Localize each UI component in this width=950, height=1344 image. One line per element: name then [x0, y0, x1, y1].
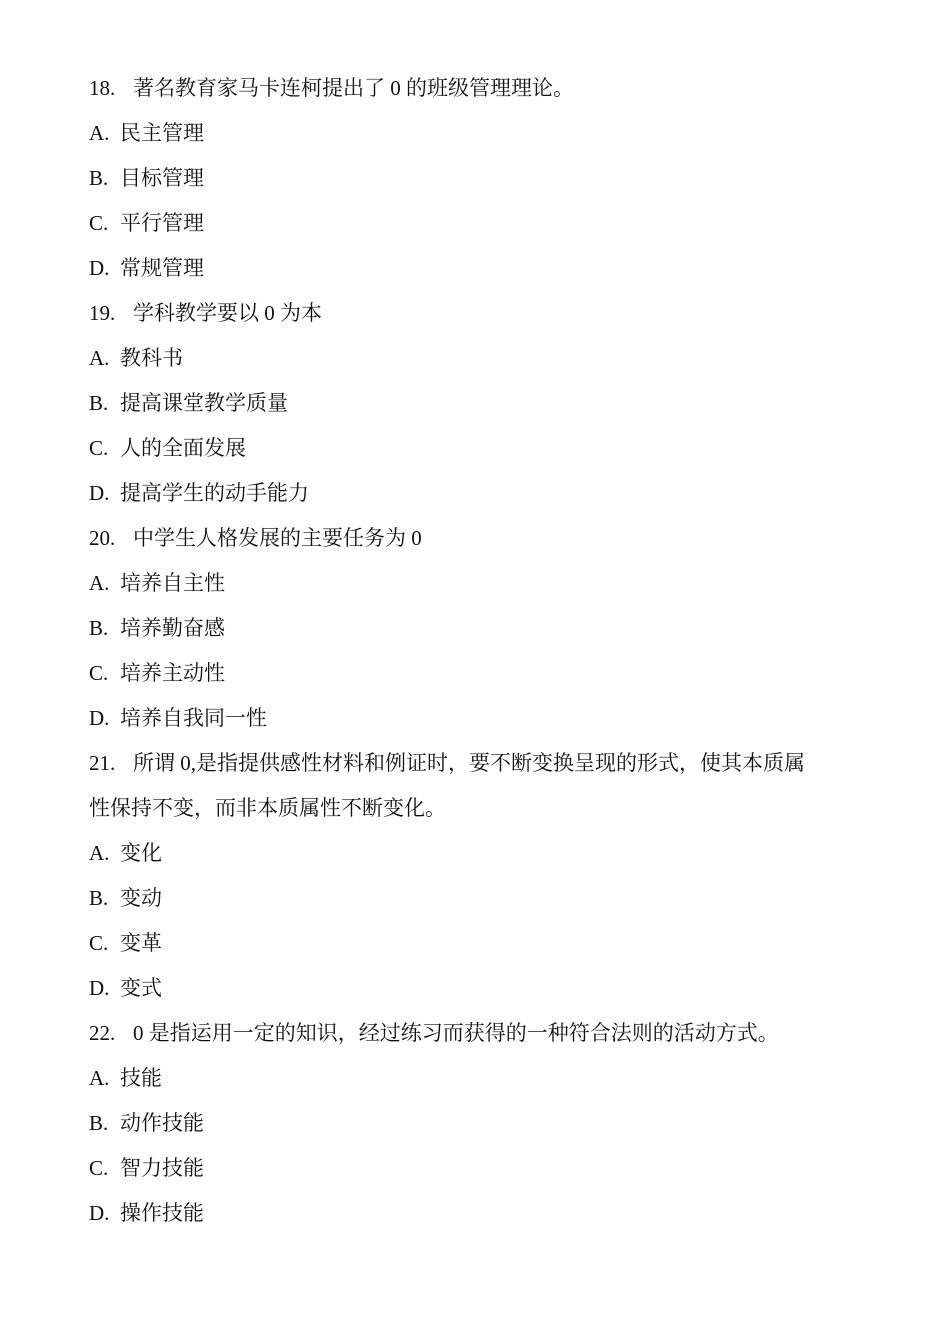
option-text: 培养勤奋感	[120, 616, 225, 640]
option-text: 民主管理	[120, 121, 204, 145]
option-letter: B.	[89, 616, 109, 640]
question-text-continuation: 性保持不变，而非本质属性不断变化。	[89, 796, 446, 820]
option-c	[89, 1146, 809, 1191]
option-text: 变动	[120, 886, 162, 910]
option-letter: B.	[89, 166, 109, 190]
option-letter: B.	[89, 1111, 109, 1135]
question-text: 0 是指运用一定的知识，经过练习而获得的一种符合法则的活动方式。	[133, 1021, 779, 1045]
option-text: 变化	[120, 841, 162, 865]
option-c	[89, 651, 809, 696]
option-text: 变式	[120, 976, 162, 1000]
question-20	[89, 516, 809, 741]
option-text: 提高课堂教学质量	[120, 391, 288, 415]
option-text: 提高学生的动手能力	[120, 481, 309, 505]
question-number: 18.	[89, 76, 116, 100]
question-list	[89, 66, 809, 1236]
question-number: 20.	[89, 526, 116, 550]
question-stem	[89, 741, 809, 786]
option-letter: A.	[89, 571, 110, 595]
option-letter: A.	[89, 841, 110, 865]
option-b	[89, 1101, 809, 1146]
option-text: 智力技能	[120, 1156, 204, 1180]
option-b	[89, 876, 809, 921]
option-letter: B.	[89, 886, 109, 910]
question-number: 19.	[89, 301, 116, 325]
option-text: 人的全面发展	[120, 436, 246, 460]
option-letter: D.	[89, 706, 110, 730]
question-text: 学科教学要以 0 为本	[133, 301, 322, 325]
option-letter: C.	[89, 211, 109, 235]
question-18	[89, 66, 809, 291]
question-text: 所谓 0,是指提供感性材料和例证时，要不断变换呈现的形式，使其本质属	[133, 751, 805, 775]
option-letter: D.	[89, 1201, 110, 1225]
option-text: 变革	[120, 931, 162, 955]
option-text: 动作技能	[120, 1111, 204, 1135]
question-22	[89, 1011, 809, 1236]
option-letter: C.	[89, 661, 109, 685]
option-c	[89, 921, 809, 966]
option-letter: B.	[89, 391, 109, 415]
option-a	[89, 111, 809, 156]
option-d	[89, 471, 809, 516]
option-d	[89, 966, 809, 1011]
question-number: 22.	[89, 1021, 116, 1045]
option-text: 培养主动性	[120, 661, 225, 685]
option-text: 教科书	[120, 346, 183, 370]
option-letter: D.	[89, 976, 110, 1000]
option-letter: C.	[89, 436, 109, 460]
option-text: 常规管理	[120, 256, 204, 280]
question-19	[89, 291, 809, 516]
option-letter: A.	[89, 121, 110, 145]
option-letter: C.	[89, 1156, 109, 1180]
option-b	[89, 156, 809, 201]
option-d	[89, 1191, 809, 1236]
question-text: 中学生人格发展的主要任务为 0	[133, 526, 422, 550]
option-c	[89, 201, 809, 246]
question-stem	[89, 66, 809, 111]
option-a	[89, 561, 809, 606]
question-text: 著名教育家马卡连柯提出了 0 的班级管理理论。	[133, 76, 574, 100]
option-b	[89, 606, 809, 651]
question-21	[89, 741, 809, 1011]
option-a	[89, 336, 809, 381]
option-letter: C.	[89, 931, 109, 955]
option-d	[89, 246, 809, 291]
option-c	[89, 426, 809, 471]
option-text: 平行管理	[120, 211, 204, 235]
option-text: 技能	[120, 1066, 162, 1090]
option-letter: D.	[89, 481, 110, 505]
option-a	[89, 831, 809, 876]
option-text: 操作技能	[120, 1201, 204, 1225]
question-number: 21.	[89, 751, 116, 775]
question-stem	[89, 516, 809, 561]
option-a	[89, 1056, 809, 1101]
option-letter: A.	[89, 1066, 110, 1090]
question-stem	[89, 291, 809, 336]
option-text: 目标管理	[120, 166, 204, 190]
question-stem	[89, 1011, 809, 1056]
option-d	[89, 696, 809, 741]
option-letter: A.	[89, 346, 110, 370]
option-text: 培养自我同一性	[120, 706, 267, 730]
option-b	[89, 381, 809, 426]
option-text: 培养自主性	[120, 571, 225, 595]
option-letter: D.	[89, 256, 110, 280]
